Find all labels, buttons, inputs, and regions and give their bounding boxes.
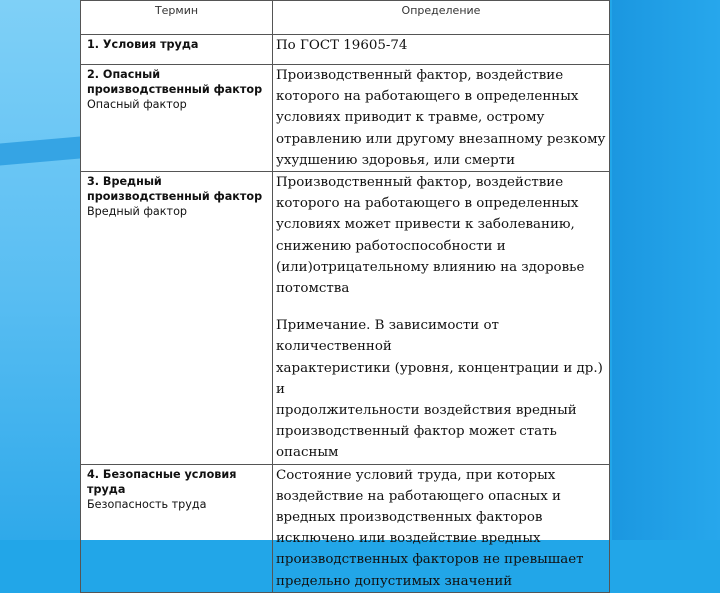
definition-cell [273, 65, 610, 172]
term-title: 3. Вредный производственный фактор [87, 175, 263, 204]
definition-line: (или)отрицательному влиянию на здоровье [276, 259, 585, 275]
note-line: продолжительности воздействия вредный [276, 403, 577, 419]
slide-page [80, 0, 610, 589]
definition-line: которого на работающего в определенных [276, 89, 579, 105]
note-gap [276, 299, 607, 315]
term-cell [81, 65, 273, 172]
definition-line: воздействие на работающего опасных и [276, 488, 561, 504]
note-line: характеристики (уровня, концентрации и др.) и [276, 360, 603, 397]
table-header-row [81, 1, 610, 35]
definition-cell [273, 464, 610, 592]
definition-line: Производственный фактор, воздействие [276, 68, 564, 83]
table-row [81, 464, 610, 592]
background-right-band [612, 0, 720, 540]
term-title: 4. Безопасные условия труда [87, 467, 237, 496]
definition-cell [273, 172, 610, 465]
term-cell [81, 35, 273, 65]
terms-table [80, 0, 610, 593]
term-synonym: Вредный фактор [87, 205, 188, 219]
note-line: Примечание. В зависимости от количественной [276, 318, 499, 355]
definition-cell [273, 35, 610, 65]
definition-line: По ГОСТ 19605-74 [276, 38, 408, 53]
table-row [81, 35, 610, 65]
note-line: производственный фактор может стать [276, 424, 557, 440]
term-title: 1. Условия труда [87, 38, 199, 51]
definition-line: снижению работоспособности и [276, 238, 506, 254]
term-title: 2. Опасный производственный фактор [87, 68, 263, 96]
definition-line: предельно допустимых значений [276, 573, 513, 589]
definition-line: Состояние условий труда, при которых [276, 467, 556, 483]
definition-line: вредных производственных факторов [276, 510, 543, 526]
header-term: Термин [81, 1, 273, 35]
term-synonym: Безопасность труда [87, 497, 207, 511]
term-cell [81, 464, 273, 592]
definition-line: производственных факторов не превышает [276, 552, 584, 568]
table-row [81, 65, 610, 172]
definition-line: исключено или воздействие вредных [276, 531, 541, 547]
definition-line: которого на работающего в определенных [276, 196, 579, 212]
term-cell [81, 172, 273, 465]
definition-line: условиях приводит к травме, острому [276, 110, 545, 126]
background-left-light-band [0, 0, 80, 540]
header-definition: Определение [273, 1, 610, 35]
definition-line: Производственный фактор, воздействие [276, 175, 564, 191]
table-row [81, 172, 610, 465]
term-synonym: Опасный фактор [87, 98, 187, 111]
note-line: опасным [276, 445, 339, 461]
definition-line: условиях может привести к заболеванию, [276, 217, 575, 233]
definition-line: ухудшению здоровья, или смерти [276, 152, 516, 168]
definition-line: потомства [276, 281, 350, 297]
definition-line: отравлению или другому внезапному резкому [276, 131, 606, 147]
